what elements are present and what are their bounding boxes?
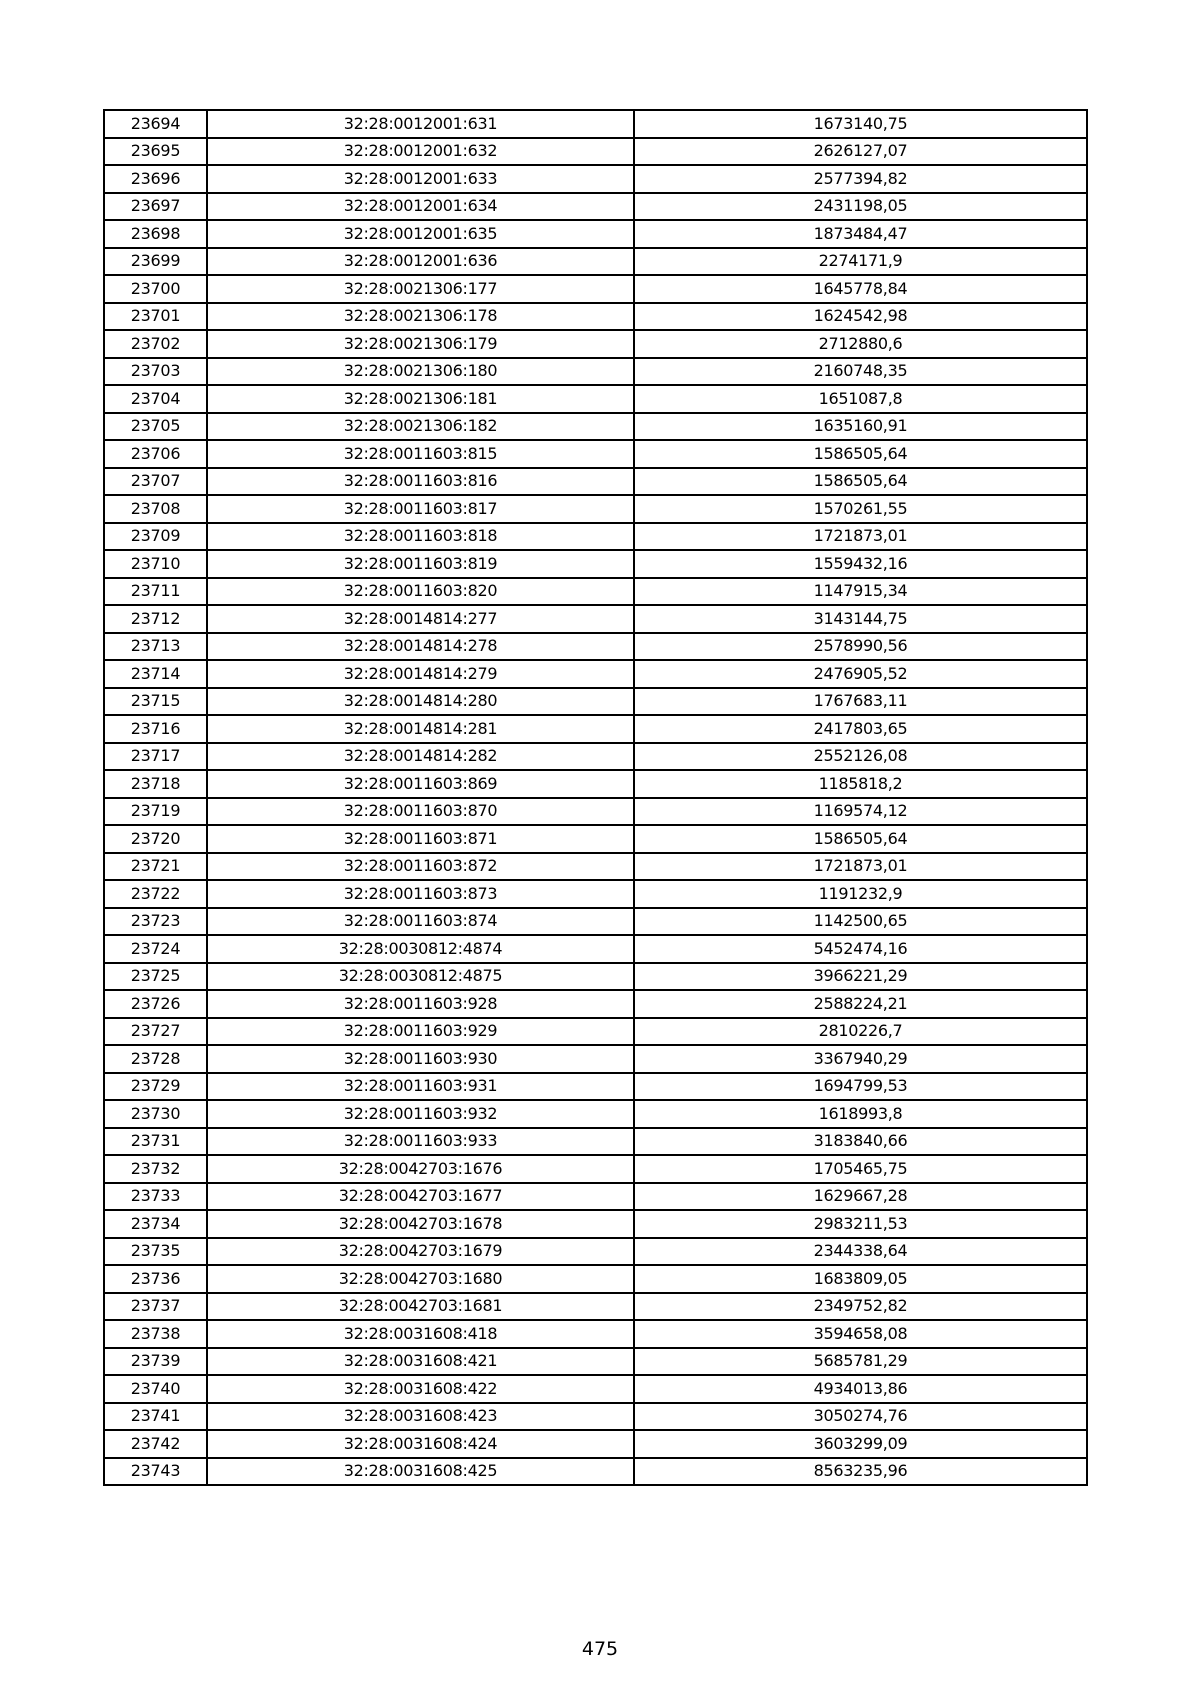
row-number-cell: 23707: [104, 468, 207, 496]
row-number-cell: 23700: [104, 275, 207, 303]
table-row: [104, 798, 1087, 826]
cadastral-value-cell: 3966221,29: [634, 963, 1087, 991]
row-number-cell: 23694: [104, 110, 207, 138]
table-row: [104, 853, 1087, 881]
cadastral-value-cell: 1721873,01: [634, 853, 1087, 881]
row-number-cell: 23734: [104, 1210, 207, 1238]
cadastral-number-cell: 32:28:0011603:816: [207, 468, 634, 496]
row-number-cell: 23718: [104, 770, 207, 798]
row-number-cell: 23697: [104, 193, 207, 221]
cadastral-value-cell: 2983211,53: [634, 1210, 1087, 1238]
table-row: [104, 1155, 1087, 1183]
row-number-cell: 23716: [104, 715, 207, 743]
cadastral-value-cell: 2349752,82: [634, 1293, 1087, 1321]
cadastral-value-cell: 1673140,75: [634, 110, 1087, 138]
row-number-cell: 23696: [104, 165, 207, 193]
cadastral-number-cell: 32:28:0030812:4875: [207, 963, 634, 991]
cadastral-number-cell: 32:28:0011603:872: [207, 853, 634, 881]
table-row: [104, 1100, 1087, 1128]
row-number-cell: 23705: [104, 413, 207, 441]
cadastral-value-cell: 2552126,08: [634, 743, 1087, 771]
cadastral-number-cell: 32:28:0011603:933: [207, 1128, 634, 1156]
cadastral-value-cell: 4934013,86: [634, 1375, 1087, 1403]
cadastral-number-cell: 32:28:0011603:820: [207, 578, 634, 606]
cadastral-number-cell: 32:28:0011603:870: [207, 798, 634, 826]
table-row: [104, 303, 1087, 331]
table-row: [104, 908, 1087, 936]
cadastral-value-cell: 5452474,16: [634, 935, 1087, 963]
row-number-cell: 23740: [104, 1375, 207, 1403]
row-number-cell: 23695: [104, 138, 207, 166]
row-number-cell: 23717: [104, 743, 207, 771]
row-number-cell: 23733: [104, 1183, 207, 1211]
table-row: [104, 688, 1087, 716]
row-number-cell: 23706: [104, 440, 207, 468]
cadastral-value-cell: 2476905,52: [634, 660, 1087, 688]
cadastral-number-cell: 32:28:0021306:182: [207, 413, 634, 441]
cadastral-number-cell: 32:28:0031608:422: [207, 1375, 634, 1403]
table-row: [104, 1018, 1087, 1046]
table-row: [104, 220, 1087, 248]
cadastral-value-cell: 3143144,75: [634, 605, 1087, 633]
row-number-cell: 23743: [104, 1458, 207, 1486]
row-number-cell: 23742: [104, 1430, 207, 1458]
cadastral-number-cell: 32:28:0011603:928: [207, 990, 634, 1018]
table-row: [104, 1210, 1087, 1238]
cadastral-value-cell: 2160748,35: [634, 358, 1087, 386]
cadastral-number-cell: 32:28:0021306:177: [207, 275, 634, 303]
table-row: [104, 1458, 1087, 1486]
cadastral-number-cell: 32:28:0011603:931: [207, 1073, 634, 1101]
cadastral-value-cell: 3603299,09: [634, 1430, 1087, 1458]
cadastral-number-cell: 32:28:0012001:633: [207, 165, 634, 193]
cadastral-value-cell: 3367940,29: [634, 1045, 1087, 1073]
row-number-cell: 23739: [104, 1348, 207, 1376]
row-number-cell: 23722: [104, 880, 207, 908]
cadastral-number-cell: 32:28:0021306:179: [207, 330, 634, 358]
cadastral-value-cell: 1683809,05: [634, 1265, 1087, 1293]
row-number-cell: 23728: [104, 1045, 207, 1073]
cadastral-number-cell: 32:28:0021306:180: [207, 358, 634, 386]
cadastral-value-cell: 2417803,65: [634, 715, 1087, 743]
row-number-cell: 23727: [104, 1018, 207, 1046]
row-number-cell: 23730: [104, 1100, 207, 1128]
cadastral-value-cell: 1147915,34: [634, 578, 1087, 606]
row-number-cell: 23723: [104, 908, 207, 936]
cadastral-value-cell: 1570261,55: [634, 495, 1087, 523]
cadastral-value-cell: 1629667,28: [634, 1183, 1087, 1211]
cadastral-number-cell: 32:28:0011603:932: [207, 1100, 634, 1128]
cadastral-number-cell: 32:28:0042703:1679: [207, 1238, 634, 1266]
table-row: [104, 633, 1087, 661]
row-number-cell: 23711: [104, 578, 207, 606]
row-number-cell: 23712: [104, 605, 207, 633]
row-number-cell: 23709: [104, 523, 207, 551]
cadastral-value-cell: 2712880,6: [634, 330, 1087, 358]
table-row: [104, 1265, 1087, 1293]
row-number-cell: 23729: [104, 1073, 207, 1101]
cadastral-value-cell: 1586505,64: [634, 440, 1087, 468]
cadastral-number-cell: 32:28:0031608:421: [207, 1348, 634, 1376]
cadastral-value-cell: 1873484,47: [634, 220, 1087, 248]
row-number-cell: 23699: [104, 248, 207, 276]
cadastral-value-cell: 2431198,05: [634, 193, 1087, 221]
cadastral-value-cell: 1624542,98: [634, 303, 1087, 331]
row-number-cell: 23715: [104, 688, 207, 716]
row-number-cell: 23702: [104, 330, 207, 358]
table-row: [104, 550, 1087, 578]
cadastral-value-cell: 1618993,8: [634, 1100, 1087, 1128]
table-row: [104, 1403, 1087, 1431]
cadastral-number-cell: 32:28:0042703:1681: [207, 1293, 634, 1321]
table-row: [104, 330, 1087, 358]
table-row: [104, 413, 1087, 441]
cadastral-number-cell: 32:28:0042703:1676: [207, 1155, 634, 1183]
table-row: [104, 110, 1087, 138]
row-number-cell: 23708: [104, 495, 207, 523]
cadastral-value-cell: 2810226,7: [634, 1018, 1087, 1046]
cadastral-value-cell: 2578990,56: [634, 633, 1087, 661]
cadastral-number-cell: 32:28:0011603:819: [207, 550, 634, 578]
cadastral-number-cell: 32:28:0042703:1677: [207, 1183, 634, 1211]
cadastral-number-cell: 32:28:0011603:817: [207, 495, 634, 523]
row-number-cell: 23735: [104, 1238, 207, 1266]
cadastral-value-cell: 8563235,96: [634, 1458, 1087, 1486]
cadastral-number-cell: 32:28:0014814:282: [207, 743, 634, 771]
cadastral-number-cell: 32:28:0014814:278: [207, 633, 634, 661]
cadastral-number-cell: 32:28:0011603:869: [207, 770, 634, 798]
cadastral-number-cell: 32:28:0021306:178: [207, 303, 634, 331]
cadastral-value-cell: 1586505,64: [634, 468, 1087, 496]
cadastral-value-cell: 1191232,9: [634, 880, 1087, 908]
table-row: [104, 1375, 1087, 1403]
table-body: [104, 110, 1087, 1485]
cadastral-number-cell: 32:28:0031608:425: [207, 1458, 634, 1486]
cadastral-number-cell: 32:28:0011603:873: [207, 880, 634, 908]
table-row: [104, 660, 1087, 688]
row-number-cell: 23704: [104, 385, 207, 413]
table-row: [104, 1183, 1087, 1211]
table-row: [104, 440, 1087, 468]
cadastral-value-cell: 1142500,65: [634, 908, 1087, 936]
cadastral-number-cell: 32:28:0011603:929: [207, 1018, 634, 1046]
cadastral-number-cell: 32:28:0031608:423: [207, 1403, 634, 1431]
cadastral-value-cell: 2344338,64: [634, 1238, 1087, 1266]
row-number-cell: 23721: [104, 853, 207, 881]
cadastral-value-cell: 1767683,11: [634, 688, 1087, 716]
table-row: [104, 138, 1087, 166]
cadastral-value-cell: 1559432,16: [634, 550, 1087, 578]
cadastral-value-cell: 5685781,29: [634, 1348, 1087, 1376]
row-number-cell: 23710: [104, 550, 207, 578]
cadastral-value-cell: 1721873,01: [634, 523, 1087, 551]
row-number-cell: 23737: [104, 1293, 207, 1321]
cadastral-number-cell: 32:28:0012001:631: [207, 110, 634, 138]
row-number-cell: 23731: [104, 1128, 207, 1156]
row-number-cell: 23714: [104, 660, 207, 688]
cadastral-value-cell: 1185818,2: [634, 770, 1087, 798]
cadastral-value-cell: 2588224,21: [634, 990, 1087, 1018]
row-number-cell: 23741: [104, 1403, 207, 1431]
cadastral-value-cell: 1651087,8: [634, 385, 1087, 413]
row-number-cell: 23726: [104, 990, 207, 1018]
cadastral-number-cell: 32:28:0011603:818: [207, 523, 634, 551]
table-row: [104, 385, 1087, 413]
cadastral-number-cell: 32:28:0042703:1680: [207, 1265, 634, 1293]
cadastral-number-cell: 32:28:0014814:281: [207, 715, 634, 743]
row-number-cell: 23738: [104, 1320, 207, 1348]
cadastral-number-cell: 32:28:0012001:634: [207, 193, 634, 221]
table-row: [104, 605, 1087, 633]
table-row: [104, 1320, 1087, 1348]
table-row: [104, 715, 1087, 743]
row-number-cell: 23701: [104, 303, 207, 331]
cadastral-number-cell: 32:28:0014814:279: [207, 660, 634, 688]
cadastral-value-cell: 1586505,64: [634, 825, 1087, 853]
row-number-cell: 23724: [104, 935, 207, 963]
cadastral-number-cell: 32:28:0021306:181: [207, 385, 634, 413]
page-number: 475: [581, 1638, 619, 1660]
cadastral-number-cell: 32:28:0012001:632: [207, 138, 634, 166]
table-row: [104, 743, 1087, 771]
row-number-cell: 23725: [104, 963, 207, 991]
table-row: [104, 880, 1087, 908]
table-row: [104, 1128, 1087, 1156]
row-number-cell: 23736: [104, 1265, 207, 1293]
cadastral-value-cell: 1705465,75: [634, 1155, 1087, 1183]
table-row: [104, 578, 1087, 606]
cadastral-value-cell: 1635160,91: [634, 413, 1087, 441]
cadastral-number-cell: 32:28:0042703:1678: [207, 1210, 634, 1238]
table-row: [104, 1430, 1087, 1458]
table-row: [104, 358, 1087, 386]
row-number-cell: 23698: [104, 220, 207, 248]
table-row: [104, 468, 1087, 496]
row-number-cell: 23719: [104, 798, 207, 826]
table-row: [104, 935, 1087, 963]
row-number-cell: 23732: [104, 1155, 207, 1183]
cadastral-value-cell: 2626127,07: [634, 138, 1087, 166]
cadastral-value-cell: 1694799,53: [634, 1073, 1087, 1101]
table-row: [104, 770, 1087, 798]
cadastral-value-cell: 2577394,82: [634, 165, 1087, 193]
cadastral-number-cell: 32:28:0031608:418: [207, 1320, 634, 1348]
table-row: [104, 275, 1087, 303]
cadastral-number-cell: 32:28:0011603:930: [207, 1045, 634, 1073]
row-number-cell: 23720: [104, 825, 207, 853]
table-row: [104, 248, 1087, 276]
cadastral-value-cell: 2274171,9: [634, 248, 1087, 276]
table-row: [104, 1045, 1087, 1073]
cadastral-number-cell: 32:28:0011603:874: [207, 908, 634, 936]
table-row: [104, 1238, 1087, 1266]
cadastral-number-cell: 32:28:0031608:424: [207, 1430, 634, 1458]
cadastral-value-cell: 1169574,12: [634, 798, 1087, 826]
table-row: [104, 1293, 1087, 1321]
table-row: [104, 1348, 1087, 1376]
cadastral-number-cell: 32:28:0012001:636: [207, 248, 634, 276]
cadastral-number-cell: 32:28:0014814:277: [207, 605, 634, 633]
row-number-cell: 23703: [104, 358, 207, 386]
table-row: [104, 523, 1087, 551]
cadastral-value-cell: 3183840,66: [634, 1128, 1087, 1156]
table-row: [104, 963, 1087, 991]
table-row: [104, 165, 1087, 193]
cadastral-number-cell: 32:28:0011603:871: [207, 825, 634, 853]
cadastral-number-cell: 32:28:0030812:4874: [207, 935, 634, 963]
cadastral-value-cell: 3594658,08: [634, 1320, 1087, 1348]
table-row: [104, 1073, 1087, 1101]
table-row: [104, 990, 1087, 1018]
table-row: [104, 825, 1087, 853]
cadastral-number-cell: 32:28:0011603:815: [207, 440, 634, 468]
row-number-cell: 23713: [104, 633, 207, 661]
table-row: [104, 193, 1087, 221]
cadastral-value-table: [103, 109, 1088, 1486]
table-row: [104, 495, 1087, 523]
cadastral-number-cell: 32:28:0012001:635: [207, 220, 634, 248]
cadastral-number-cell: 32:28:0014814:280: [207, 688, 634, 716]
cadastral-value-cell: 1645778,84: [634, 275, 1087, 303]
cadastral-value-cell: 3050274,76: [634, 1403, 1087, 1431]
